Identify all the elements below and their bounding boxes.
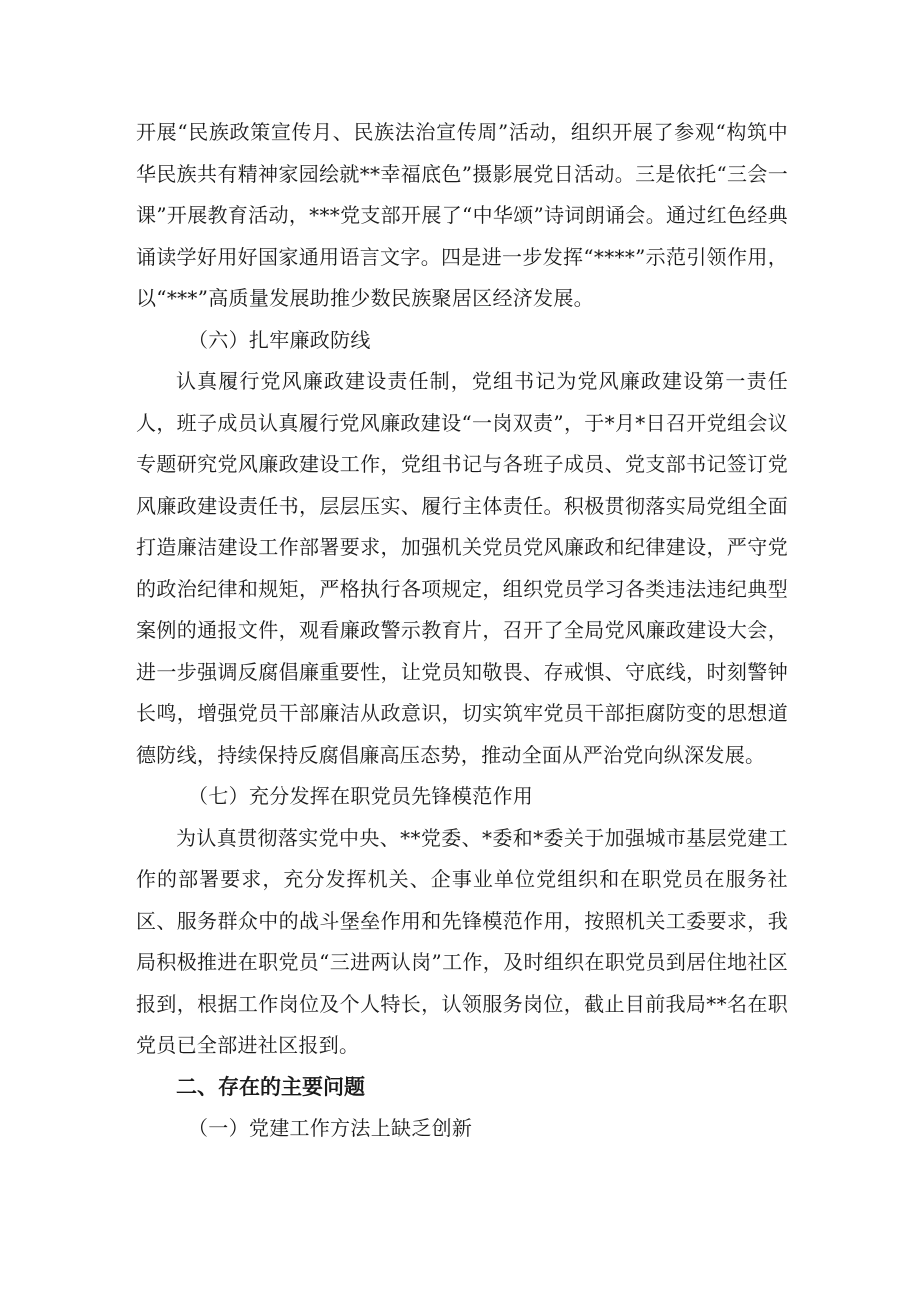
section-heading-main-problems: 二、存在的主要问题 (176, 1074, 365, 1099)
paragraph-vanguard-role: 为认真贯彻落实党中央、**党委、*委和*委关于加强城市基层党建工作的部署要求，充分发挥机关、企事业单位党组织和在职党员在服务社区、服务群众中的战斗堡垒作用和先锋模范作用，按照机关工委要求，我局积极推进在职党员“三进两认岗”工作，及时组织在职党员到居住地社区报到，根据工作岗位及个人特长，认领服务岗位，截止目前我局**名在职党员已全部进社区报到。 (136, 825, 788, 1057)
paragraph-continued: 开展“民族政策宣传月、民族法治宣传周”活动，组织开展了参观“构筑中华民族共有精神家园绘就**幸福底色”摄影展党日活动。三是依托“三会一课”开展教育活动，***党支部开展了“中华颂”诗词朗诵会。通过红色经典诵读学好用好国家通用语言文字。四是进一步发挥“****”示范引领作用，以“***”高质量发展助推少数民族聚居区经济发展。 (136, 120, 788, 310)
paragraph-integrity-defense: 认真履行党风廉政建设责任制，党组书记为党风廉政建设第一责任人，班子成员认真履行党风廉政建设“一岗双责”，于*月*日召开党组会议专题研究党风廉政建设工作，党组书记与各班子成员、党支部书记签订党风廉政建设责任书，层层压实、履行主体责任。积极贯彻落实局党组全面打造廉洁建设工作部署要求，加强机关党员党风廉政和纪律建设，严守党的政治纪律和规矩，严格执行各项规定，组织党员学习各类违法违纪典型案例的通报文件，观看廉政警示教育片，召开了全局党风廉政建设大会，进一步强调反腐倡廉重要性，让党员知敬畏、存戒惧、守底线，时刻警钟长鸣，增强党员干部廉洁从政意识，切实筑牢党员干部拒腐防变的思想道德防线，持续保持反腐倡廉高压态势，推动全面从严治党向纵深发展。 (136, 369, 788, 767)
subheading-seven: （七）充分发挥在职党员先锋模范作用 (188, 784, 534, 808)
document-page (136, 112, 788, 1150)
subheading-six: （六）扎牢廉政防线 (188, 327, 371, 352)
subheading-one: （一）党建工作方法上缺乏创新 (188, 1116, 473, 1140)
